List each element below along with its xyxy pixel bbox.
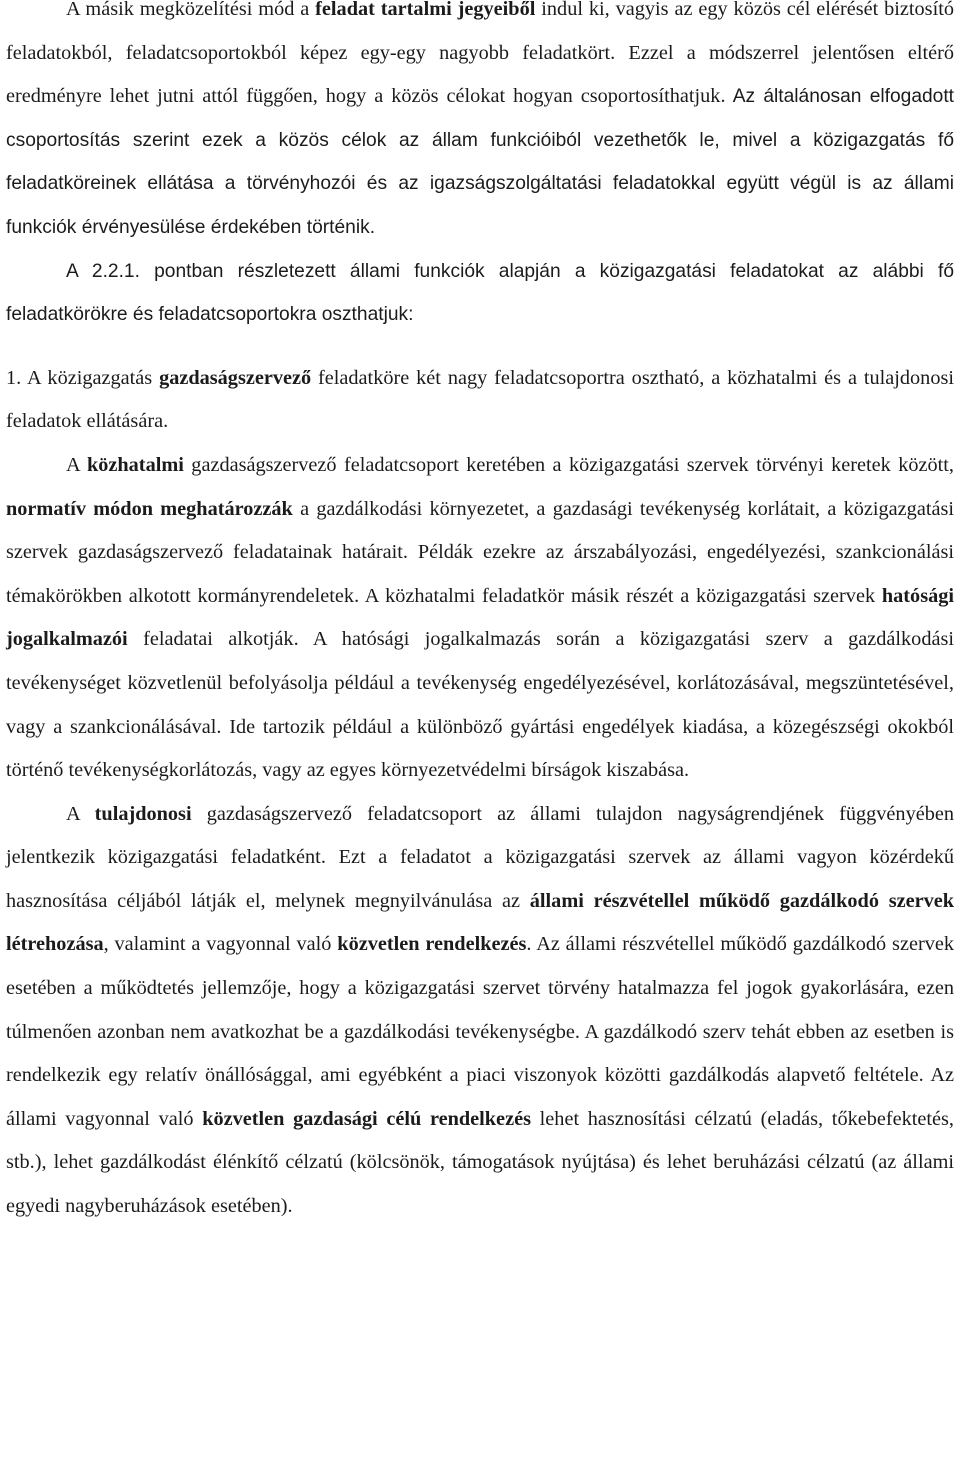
text-span: , valamint a vagyonnal való [103, 933, 338, 956]
text-span: a gazdálkodási környezetet, a gazdasági tevékenység korlátait, a közigazgatási szervek gazdaságszervező feladatainak határait. Példák ezekre az árszabályozási, engedélyezési, szankcionálási témakörökben alkotott kormányrendeletek. A közhatalmi feladatkör másik részét a közigazgatási szervek [6, 497, 954, 607]
text-span: A másik megközelítési mód a [66, 0, 316, 20]
text-span: 1. A közigazgatás [6, 366, 160, 389]
bold-term: közvetlen rendelkezés [337, 933, 527, 956]
bold-term: feladat tartalmi jegyeiből [315, 0, 536, 20]
text-span: gazdaságszervező feladatcsoport az állami tulajdon nagyságrendjének függvényében jelentkezik közigazgatási feladatként. Ezt a feladatot a közigazgatási szervek az állami vagyon közérdekű hasznosítása céljából látják el, melynek megnyilvánulása az [6, 802, 954, 912]
text-span: . Az állami részvétellel működő gazdálkodó szervek esetében a működtetés jellemzője, hogy a közigazgatási szervet törvény hatalmazza fel jogok gyakorlására, ezen túlmenően azonban nem avatkozhat be a gazdálkodási tevékenységbe. A gazdálkodó szerv tehát ebben az esetben is rendelkezik egy relatív önállósággal, ami egyébként a piaci viszonyok közötti gazdálkodás alapvető feltétele. Az állami vagyonnal való [6, 933, 954, 1130]
text-span: A [66, 453, 87, 476]
bold-term: tulajdonosi [94, 802, 192, 825]
bold-term: hatósági jogalkalmazói [6, 584, 954, 651]
paragraph-2 [6, 250, 954, 337]
text-span: A 2.2.1. pontban részletezett állami funkciók alapján a közigazgatási feladatokat az alábbi fő feladatkörökre és feladatcsoportokra oszthatjuk: [6, 260, 954, 326]
text-span: A [66, 802, 95, 825]
spacer [6, 337, 954, 357]
bold-term: gazdaságszervező [159, 366, 312, 389]
bold-term: közhatalmi [86, 453, 184, 476]
bold-term: normatív módon meghatározzák [6, 497, 293, 520]
paragraph-5 [6, 793, 954, 1229]
text-span: feladatai alkotják. A hatósági jogalkalmazás során a közigazgatási szerv a gazdálkodási tevékenységet közvetlenül befolyásolja például a tevékenység engedélyezésével, korlátozásával, megszüntetésével, vagy a szankcionálásával. Ide tartozik például a különböző gyártási engedélyek kiadása, a közegészségi okokból történő tevékenységkorlátozás, vagy az egyes környezetvédelmi bírságok kiszabása. [6, 628, 954, 782]
text-span-sans: Az általánosan elfogadott csoportosítás szerint ezek a közös célok az állam funkcióiból vezethetők le, mivel a közigazgatás fő feladatköreinek ellátása a törvényhozói és az igazságszolgáltatási feladatokkal együtt végül is az állami funkciók érvényesülése érdekében történik. [6, 86, 954, 238]
text-span: indul ki, vagyis az egy közös cél elérését biztosító feladatokból, feladatcsoportokból képez egy-egy nagyobb feladatkört. Ezzel a módszerrel jelentősen eltérő eredményre lehet jutni attól függően, hogy a közös célokat hogyan csoportosíthatjuk. [6, 0, 954, 108]
paragraph-1 [6, 0, 954, 250]
text-span: lehet hasznosítási célzatú (eladás, tőkebefektetés, stb.), lehet gazdálkodást élénkítő célzatú (kölcsönök, támogatások nyújtása) és lehet beruházási célzatú (az állami egyedi nagyberuházások esetében). [6, 1107, 954, 1218]
text-span: feladatköre két nagy feladatcsoportra osztható, a közhatalmi és a tulajdonosi feladatok ellátására. [6, 366, 954, 433]
paragraph-4 [6, 444, 954, 793]
text-span: gazdaságszervező feladatcsoport keretében a közigazgatási szervek törvényi keretek között, [183, 453, 954, 476]
bold-term: közvetlen gazdasági célú rendelkezés [202, 1107, 531, 1130]
bold-term: állami részvétellel működő gazdálkodó szervek létrehozása [6, 889, 955, 956]
paragraph-3 [6, 357, 954, 444]
